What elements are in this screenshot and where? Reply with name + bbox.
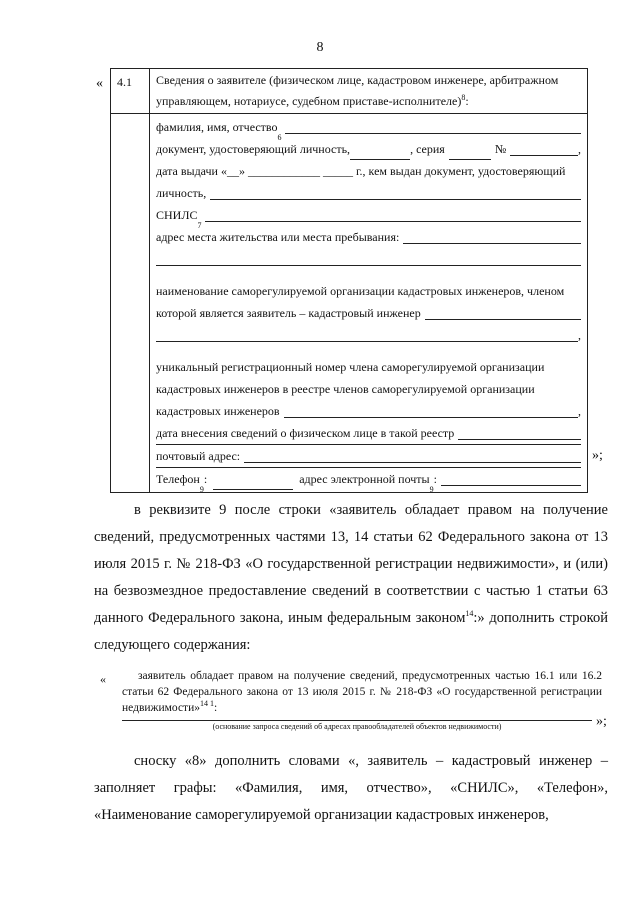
reg-date-field[interactable]: дата внесения сведений о физическом лице в такой реестр — [156, 422, 581, 444]
paragraph-1: в реквизите 9 после строки «заявитель обладает правом на получение сведений, предусмотренных частями 13, 14 статьи 62 Федерального закона от 13 июля 2015 г. № 218-ФЗ «О государственной регистрации недвижимости», и (или) на безвозмездное предоставление сведений в соответствии с частью 1 статьи 63 данного Федерального закона, иным федеральным законом$^{14}$:» дополнить строкой следующего содержания: — [94, 502, 608, 653]
sro-name-label: наименование саморегулируемой организации кадастровых инженеров, членом — [156, 284, 565, 298]
issue-date-field[interactable]: дата выдачи «__» ____________ _____ г., кем выдан документ, удостоверяющий — [156, 164, 566, 178]
snils-field[interactable]: СНИЛС 7 — [156, 204, 581, 226]
reg-number-label-2: кадастровых инженеров в реестре членов саморегулируемой организации — [156, 382, 535, 396]
opening-quote: « — [96, 76, 103, 91]
sro-name-field-line-2[interactable]: , — [156, 324, 581, 346]
sro-name-field[interactable]: которой является заявитель – кадастровый инженер — [156, 302, 581, 324]
reg-number-label-1: уникальный регистрационный номер члена саморегулируемой организации — [156, 360, 545, 374]
basis-caption: (основание запроса сведений об адресах правообладателей объектов недвижимости) — [212, 722, 502, 731]
inserted-text: заявитель обладает правом на получение сведений, предусмотренных частью 16.1 или 16.2 статьи 62 Федерального закона от 13 июля 2015 г. № 218-ФЗ «О государственной регистрации недвижимости»$^{14 1}$: — [122, 670, 602, 714]
section-header: Сведения о заявителе (физическом лице, кадастровом инженере, арбитражном управляющем, нотариусе, судебном приставе-исполнителе)$^8$: — [150, 69, 588, 114]
address-field-line-2[interactable] — [156, 248, 581, 270]
page-number: 8 — [316, 40, 324, 55]
basis-closing-quote: »; — [596, 714, 607, 729]
fio-field[interactable]: фамилия, имя, отчество 6 — [156, 116, 581, 138]
contact-field[interactable]: Телефон 9 : адрес электронной почты 9 : — [156, 467, 581, 490]
applicant-fields — [150, 114, 588, 493]
identity-document-field[interactable]: документ, удостоверяющий личность, , серия № , — [156, 138, 581, 160]
identity-issuer-field[interactable]: личность, — [156, 182, 581, 204]
address-field[interactable]: адрес места жительства или места пребывания: — [156, 226, 581, 248]
reg-number-field[interactable]: кадастровых инженеров , — [156, 404, 581, 418]
section-number: 4.1 — [111, 69, 150, 114]
postal-address-field[interactable]: почтовый адрес: — [156, 444, 581, 467]
applicant-info-table — [110, 68, 588, 493]
inserted-quote-open: « — [100, 672, 106, 686]
closing-quote: »; — [592, 448, 603, 463]
basis-line[interactable] — [122, 720, 592, 721]
paragraph-2: сноску «8» дополнить словами «, заявитель – кадастровый инженер – заполняет графы: «Фамилия, имя, отчество», «СНИЛС», «Телефон», «Наименование саморегулируемой организации кадастровых инженеров, — [94, 753, 608, 823]
